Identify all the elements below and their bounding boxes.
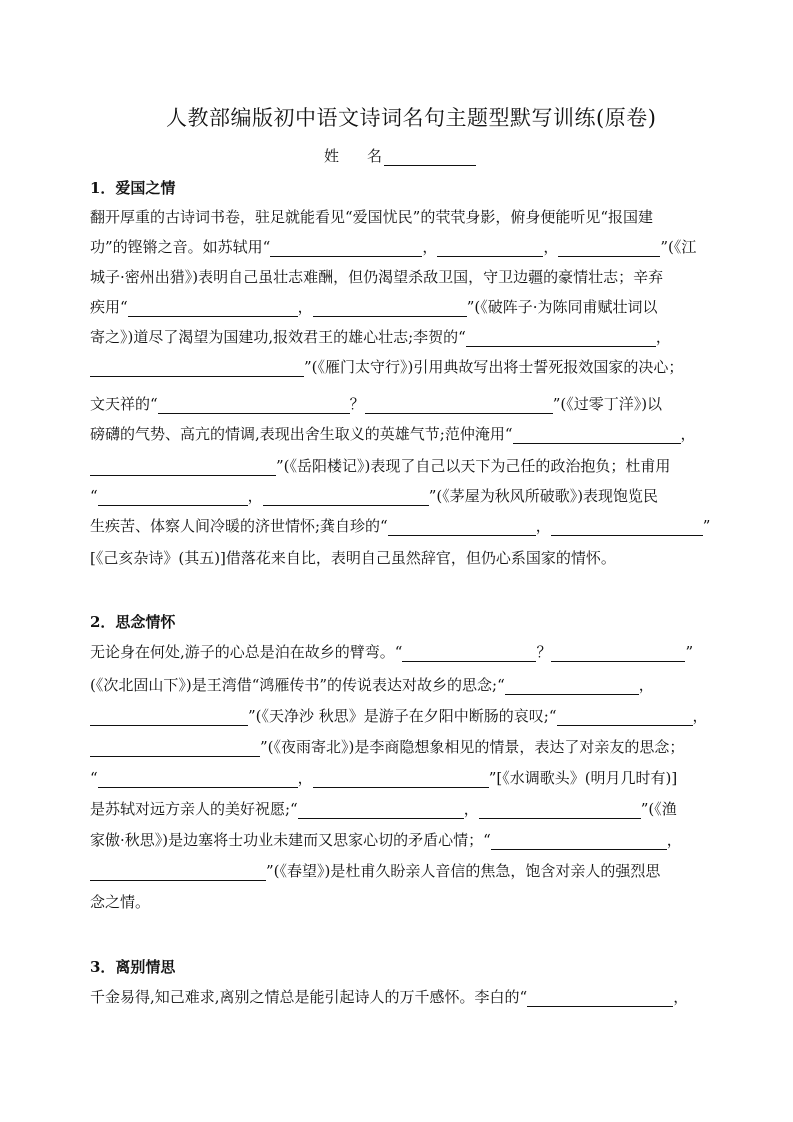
text: ”(《破阵子·为陈同甫赋壮词以 [466, 298, 658, 316]
s2-line-7 [90, 830, 682, 850]
answer-blank[interactable] [558, 241, 660, 257]
text: ”(《天净沙 秋思》是游子在夕阳中断肠的哀叹;“ [248, 707, 557, 725]
answer-blank[interactable] [98, 772, 298, 788]
s1-line-4 [90, 297, 657, 317]
section-heading-patriotism: 1．爱国之情 [90, 179, 176, 197]
s2-line-1 [90, 642, 693, 662]
text: ， [638, 676, 654, 694]
text: ”(《雁门太守行》)引用典故写出将士誓死报效国家的决心； [304, 358, 684, 376]
text: 家傲·秋思》)是边塞将士功业未建而又思家心切的矛盾心情；“ [90, 831, 491, 849]
text: ” [702, 517, 711, 535]
text: 千金易得,知己难求,离别之情总是能引起诗人的万千感怀。李白的“ [90, 988, 528, 1006]
text: ， [463, 800, 479, 818]
text: (《次北固山下》)是王湾借“鸿雁传书”的传说表达对故乡的思念;“ [90, 676, 505, 694]
text: ”(《渔 [640, 800, 677, 818]
answer-blank[interactable] [551, 520, 703, 536]
s3-line-1 [90, 987, 688, 1007]
s1-line-5 [90, 327, 671, 347]
answer-blank[interactable] [128, 301, 298, 317]
answer-blank[interactable] [505, 679, 639, 695]
answer-blank[interactable] [388, 520, 536, 536]
answer-blank[interactable] [158, 398, 350, 414]
s2-line-9: 念之情。 [90, 893, 151, 911]
s1-line-1: 翻开厚重的古诗词书卷，驻足就能看见“爱国忧民”的茕茕身影，俯身便能听见“报国建 [90, 208, 654, 226]
answer-blank[interactable] [298, 803, 464, 819]
s1-line-9 [90, 456, 670, 476]
s1-line-2 [90, 237, 696, 257]
section-heading-longing: 2．思念情怀 [90, 613, 176, 631]
s1-line-10 [90, 486, 658, 506]
answer-blank[interactable] [98, 490, 248, 506]
text: ”(《茅屋为秋风所破歌》)表现饱览民 [428, 487, 659, 505]
name-blank[interactable] [384, 149, 476, 166]
s2-line-6 [90, 799, 677, 819]
text: 疾用“ [90, 298, 128, 316]
text: ， [297, 298, 313, 316]
text: ”(《岳阳楼记》)表现了自己以天下为己任的政治抱负；杜甫用 [276, 457, 671, 475]
text: ， [297, 769, 313, 787]
text: ， [680, 425, 696, 443]
text: ， [535, 517, 551, 535]
answer-blank[interactable] [270, 241, 422, 257]
text: ？ [349, 395, 365, 413]
answer-blank[interactable] [527, 991, 673, 1007]
text: ， [673, 988, 689, 1006]
text: ”(《江 [660, 238, 697, 256]
answer-blank[interactable] [365, 398, 553, 414]
s1-line-6 [90, 357, 683, 377]
section-heading-parting: 3．离别情思 [90, 958, 176, 976]
s2-line-8 [90, 861, 660, 881]
name-label-given: 名 [367, 147, 383, 165]
text: 寄之》)道尽了渴望为国建功,报效君王的雄心壮志;李贺的“ [90, 328, 466, 346]
text: “ [90, 769, 98, 787]
text: “ [90, 487, 98, 505]
s2-line-5 [90, 768, 677, 788]
text: ， [422, 238, 438, 256]
answer-blank[interactable] [479, 803, 641, 819]
s2-line-4 [90, 737, 684, 757]
text: ”(《夜雨寄北》)是李商隐想象相见的情景，表达了对亲友的思念； [260, 738, 685, 756]
answer-blank[interactable] [437, 241, 543, 257]
name-field [324, 145, 476, 166]
answer-blank[interactable] [466, 331, 656, 347]
answer-blank[interactable] [313, 772, 489, 788]
answer-blank[interactable] [551, 646, 685, 662]
s2-line-2 [90, 675, 654, 695]
answer-blank[interactable] [491, 834, 667, 850]
text: ” [685, 643, 694, 661]
text: 无论身在何处,游子的心总是泊在故乡的臂弯。“ [90, 643, 403, 661]
text: ”(《过零丁洋》)以 [552, 395, 663, 413]
answer-blank[interactable] [313, 301, 467, 317]
answer-blank[interactable] [402, 646, 536, 662]
s1-line-8 [90, 424, 696, 444]
answer-blank[interactable] [90, 865, 266, 881]
text: ， [543, 238, 559, 256]
text: 磅礴的气势、高亢的情调,表现出舍生取义的英雄气节;范仲淹用“ [90, 425, 513, 443]
s1-line-3: 城子·密州出猎》)表明自己虽壮志难酬，但仍渴望杀敌卫国，守卫边疆的豪情壮志；辛弃 [90, 268, 664, 286]
answer-blank[interactable] [90, 460, 276, 476]
text: ”(《春望》)是杜甫久盼亲人音信的焦急，饱含对亲人的强烈思 [266, 862, 661, 880]
name-label-surname: 姓 [324, 147, 340, 165]
s1-line-7 [90, 394, 662, 414]
text: ， [692, 707, 708, 725]
s1-line-11 [90, 516, 710, 536]
text: ， [247, 487, 263, 505]
answer-blank[interactable] [90, 361, 304, 377]
text: 功”的铿锵之音。如苏轼用“ [90, 238, 271, 256]
text: ”[《水调歌头》(明月几时有)] [488, 769, 678, 787]
text: 文天祥的“ [90, 395, 158, 413]
answer-blank[interactable] [90, 710, 248, 726]
answer-blank[interactable] [513, 428, 681, 444]
text: 生疾苦、体察人间冷暖的济世情怀;龚自珍的“ [90, 517, 388, 535]
s1-line-12: [《己亥杂诗》(其五)]借落花来自比，表明自己虽然辞官，但仍心系国家的情怀。 [90, 549, 616, 567]
text: 是苏轼对远方亲人的美好祝愿;“ [90, 800, 298, 818]
answer-blank[interactable] [263, 490, 429, 506]
answer-blank[interactable] [557, 710, 693, 726]
text: ， [655, 328, 671, 346]
page-title: 人教部编版初中语文诗词名句主题型默写训练(原卷) [166, 106, 657, 130]
s2-line-3 [90, 706, 708, 726]
answer-blank[interactable] [90, 741, 260, 757]
text: ？ [536, 643, 552, 661]
text: ， [666, 831, 682, 849]
